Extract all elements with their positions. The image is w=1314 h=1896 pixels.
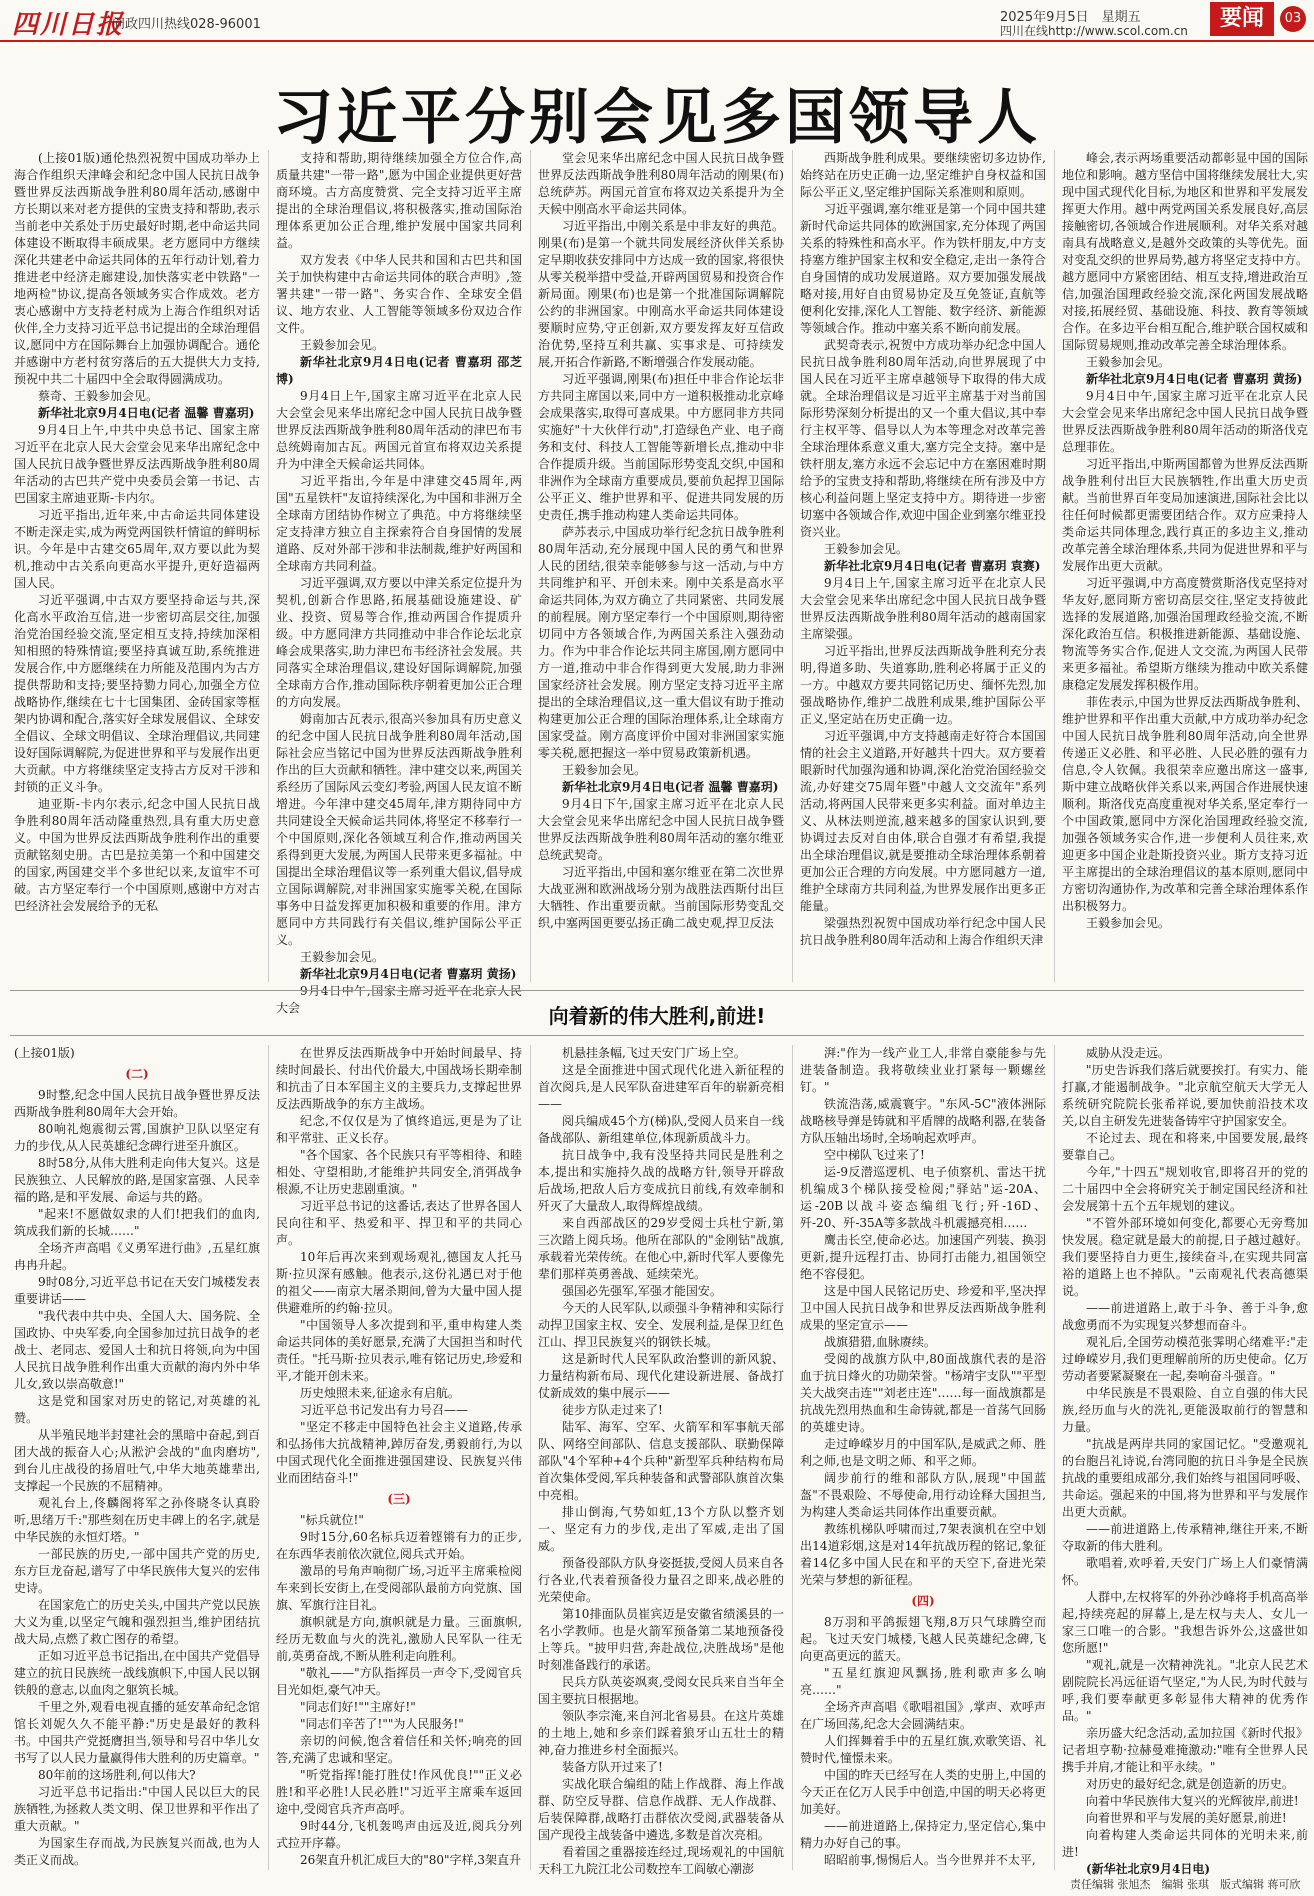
paragraph: 9月4日中午,国家主席习近平在北京人民大会 — [276, 984, 522, 1015]
paragraph: 9时15分,60名标兵迈着铿锵有力的正步,在东西华表前依次就位,阅兵式开始。 — [276, 1530, 522, 1561]
dateline: (新华社北京9月4日电) — [1086, 1862, 1211, 1876]
paragraph: 对历史的最好纪念,就是创造新的历史。 — [1086, 1777, 1294, 1791]
paragraph: 强国必先强军,军强才能国安。 — [562, 1284, 722, 1298]
paragraph: 亲切的问候,饱含着信任和关怀;响亮的回答,充满了忠诚和坚定。 — [276, 1734, 522, 1765]
article-column — [538, 1045, 784, 1876]
section-number: (三) — [387, 1492, 411, 1506]
article-column — [14, 150, 260, 982]
paragraph: 习近平总书记指出:"中国人民以巨大的民族牺牲,为拯救人类文明、保卫世界和平作出了重大贡献。" — [14, 1785, 260, 1833]
paragraph: 王毅参加会见。 — [1086, 916, 1171, 930]
section-badge: 要闻 — [1210, 2, 1274, 36]
paragraph: 这是党和国家对历史的铭记,对英雄的礼赞。 — [14, 1394, 260, 1425]
paragraph: 姆南加古瓦表示,很高兴参加具有历史意义的纪念中国人民抗日战争胜利80周年活动,国际社会应当铭记中国为世界反法西斯战争胜利作出的巨大贡献和牺牲。津中建交以来,两国关系经历了国际风云变幻考验,两国人民友谊不断增进。今年津中建交45周年,津方期待同中方共同建设全天候命运共同体,将坚定不移奉行一个中国原则,深化各领域互利合作,推动两国关系得到更大发展,为两国人民带来更多福祉。中国提出全球治理倡议等一系列重大倡议,倡导成立国际调解院,对非洲国家实施零关税,在国际事务中日益发挥更加积极和重要的作用。津方愿同中方共同践行有关倡议,维护国际公平正义。 — [276, 712, 522, 947]
article-column — [800, 1045, 1046, 1870]
paragraph: 习近平强调,中方高度赞赏斯洛伐克坚持对华友好,愿同斯方密切高层交往,坚定支持彼此选择的发展道路,加强治国理政经验交流,不断深化政治互信。积极推进新能源、基础设施、物流等务实合作,促进人文交流,为两国人民带来更多福祉。希望斯方继续为推动中欧关系健康稳定发展发挥积极作用。 — [1062, 576, 1308, 692]
paragraph: "同志们辛苦了!""为人民服务!" — [300, 1717, 464, 1731]
column-rule — [530, 150, 531, 982]
paragraph: 旗帜就是方向,旗帜就是力量。三面旗帜,经历无数血与火的洗礼,激励人民军队一往无前,英勇奋战,不断从胜利走向胜利。 — [276, 1615, 522, 1663]
paragraph: "历史告诉我们落后就要挨打。有实力、能打赢,才能遏制战争。"北京航空航天大学无人系统研究院院长张希祥说,要加快前沿技术攻关,以自主研发先进装备铸牢守护国家安全。 — [1062, 1063, 1308, 1128]
paragraph: 全场齐声高唱《歌唱祖国》,掌声、欢呼声在广场回荡,纪念大会圆满结束。 — [800, 1700, 1046, 1731]
paragraph: 人们挥舞着手中的五星红旗,欢歌笑语、礼赞时代,憧憬未来。 — [800, 1734, 1046, 1765]
paragraph: 抗日战争中,我有没坚持共同民是胜利之本,提出和实施持久战的战略方针,领导开辟敌后战场,把敌人后方变成抗日前线,有效牵制和歼灭了大量敌人,取得辉煌战绩。 — [538, 1148, 784, 1213]
paragraph: 习近平指出,世界反法西斯战争胜利充分表明,得道多助、失道寡助,胜利必将属于正义的一方。中越双方要共同铭记历史、缅怀先烈,加强战略协作,维护二战胜利成果,维护国际公平正义,坚定站在历史正确一边。 — [800, 644, 1046, 726]
paragraph: 歌唱着,欢呼着,天安门广场上人们豪情满怀。 — [1062, 1556, 1308, 1587]
paragraph: 千里之外,观看电视直播的延安革命纪念馆馆长刘妮久久不能平静:"历史是最好的教科书。中国共产党挺膺担当,领导和号召中华儿女书写了以人民力量赢得伟大胜利的历史篇章。" — [14, 1700, 260, 1765]
section-divider — [10, 990, 1304, 991]
paragraph: 王毅参加会见。 — [300, 338, 385, 352]
paragraph: 这是全面推进中国式现代化进入新征程的首次阅兵,是人民军队奋进建军百年的崭新亮相—— — [538, 1063, 784, 1111]
column-rule — [268, 150, 269, 982]
paragraph: 威胁从没走远。 — [1086, 1046, 1171, 1060]
paragraph: 萨苏表示,中国成功举行纪念抗日战争胜利80周年活动,充分展现中国人民的勇气和世界人民的团结,很荣幸能够参与这一活动,与中方共同维护和平、开创未来。刚中关系是高水平命运共同体,为双方确立了共同紧密、共同发展的前程展。刚方坚定奉行一个中国原则,期待密切同中方各领域合作,为两国关系注入强劲动力。作为中非合作论坛共同主席国,刚方愿同中方一道,推动中非合作得到更大发展,助力非洲国家经济社会发展。刚方坚定支持习近平主席提出的全球治理倡议,这一重大倡议有助于推动构建更加公正合理的国际治理体系,让全球南方国家受益。刚方高度评价中国对非洲国家实施零关税,愿把握这一举中贸易政策新机遇。 — [538, 525, 784, 760]
page-number: 03 — [1280, 6, 1306, 32]
paragraph: 蔡奇、王毅参加会见。 — [38, 389, 159, 403]
page-headline: 习近平分别会见多国领导人 — [273, 83, 1041, 153]
paragraph: (上接01版) — [14, 1046, 75, 1060]
paragraph: 领队李宗淹,来自河北省易县。在这片英雄的土地上,她和乡亲们踩着狼牙山五壮士的精神,奋力推进乡村全面振兴。 — [538, 1709, 784, 1757]
paragraph: 习近平指出,中斯两国都曾为世界反法西斯战争胜利付出巨大民族牺牲,作出重大历史贡献。当前世界百年变局加速演进,国际社会比以往任何时候都更需要团结合作。双方应秉持人类命运共同体理念,践行真正的多边主义,推动改革完善全球治理体系,共同为促进世界和平与发展作出更大贡献。 — [1062, 457, 1308, 573]
paragraph: 今年,"十四五"规划收官,即将召开的党的二十届四中全会将研究关于制定国民经济和社会发展第十五个五年规划的建议。 — [1062, 1165, 1308, 1213]
paragraph: 正如习近平总书记指出,在中国共产党倡导建立的抗日民族统一战线旗帜下,中国人民以钢铁般的意志,以血肉之躯筑长城。 — [14, 1649, 260, 1697]
paragraph: 纪念,不仅仅是为了慎终追远,更是为了让和平常驻、正义长存。 — [276, 1114, 522, 1145]
dateline: 新华社北京9月4日电(记者 曹嘉玥 邵芝博) — [276, 355, 522, 386]
paragraph: 预备役部队方队身姿挺拔,受阅人员来自各行各业,代表着预备役力量召之即来,战必胜的光荣使命。 — [538, 1556, 784, 1604]
paragraph: 习近平总书记的这番话,表达了世界各国人民向往和平、热爱和平、捍卫和平的共同心声。 — [276, 1199, 522, 1247]
paragraph: "同志们好!""主席好!" — [300, 1700, 416, 1714]
paragraph: 8时58分,从伟大胜利走向伟大复兴。这是民族独立、人民解放的路,是国家富强、人民幸福的路,是和平发展、命运与共的路。 — [14, 1156, 260, 1204]
section-number: (二) — [125, 1067, 149, 1081]
article-column — [800, 150, 1046, 982]
paragraph: 运-9反潜巡逻机、电子侦察机、雷达干扰机编成3个梯队接受检阅;"驿站"运-20A、运-20B以战斗姿态编组飞行;歼-16D、歼-20、歼-35A等多款战斗机震撼亮相…… — [800, 1165, 1046, 1230]
paragraph: 西斯战争胜利成果。要继续密切多边协作,始终站在历史正确一边,坚定维护自身权益和国际公平正义,坚定维护国际关系准则和原则。 — [800, 151, 1046, 199]
paragraph: 在国家危亡的历史关头,中国共产党以民族大义为重,以坚定气魄和强烈担当,维护团结抗战大局,点燃了救亡图存的希望。 — [14, 1598, 260, 1646]
paragraph: 向着世界和平与发展的美好愿景,前进! — [1086, 1811, 1287, 1825]
paragraph: 习近平强调,中古双方要坚持命运与共,深化高水平政治互信,进一步密切高层交往,加强治党治国经验交流,坚定相互支持,持续加深相知相照的特殊情谊;要坚持真诚互助,系统推进发展合作,中方愿继续在力所能及范围内为古方提供帮助和支持;要坚持勠力同心,加强全方位战略协作,继续在七十七国集团、金砖国家等框架内协调和配合,落实好全球发展倡议、全球安全倡议、全球文明倡议、全球治理倡议,共同建设好国际调解院,为促进世界和平与发展作出更大贡献。中方将继续坚定支持古方反对干涉和封锁的正义斗争。 — [14, 593, 260, 794]
paragraph: ——前进道路上,保持定力,坚定信心,集中精力办好自己的事。 — [800, 1819, 1046, 1850]
paragraph: "敬礼——"方队指挥员一声令下,受阅官兵目光如炬,豪气冲天。 — [276, 1666, 522, 1697]
paragraph: 9时整,纪念中国人民抗日战争暨世界反法西斯战争胜利80周年大会开始。 — [14, 1088, 260, 1119]
paragraph: 王毅参加会见。 — [824, 542, 909, 556]
paragraph: 铁流浩荡,威震寰宇。"东风-5C"液体洲际战略核导弹是铸就和平盾牌的战略利器,在装备方队压轴出场时,全场响起欢呼声。 — [800, 1097, 1046, 1145]
paragraph: 激昂的号角声响彻广场,习近平主席乘检阅车来到长安街上,在受阅部队最前方向党旗、国旗、军旗行注目礼。 — [276, 1564, 522, 1612]
paragraph: 80年前的这场胜利,何以伟大? — [38, 1768, 196, 1782]
paragraph: 湃:"作为一线产业工人,非常自豪能参与先进装备制造。我将敬续业业打紧每一颗螺丝钉。" — [800, 1046, 1046, 1094]
paragraph: 9月4日下午,国家主席习近平在北京人民大会堂会见来华出席纪念中国人民抗日战争暨世界反法西斯战争胜利80周年活动的塞尔维亚总统武契奇。 — [538, 797, 784, 862]
paragraph: 9月4日上午,国家主席习近平在北京人民大会堂会见来华出席纪念中国人民抗日战争暨世界反法西斯战争胜利80周年活动的津巴布韦总统姆南加古瓦。两国元首宣布将双边关系提升为中津全天候命运共同体。 — [276, 389, 522, 471]
paragraph: 习近平总书记发出有力号召—— — [300, 1403, 469, 1417]
paragraph: 陆军、海军、空军、火箭军和军事航天部队、网络空间部队、信息支援部队、联勤保障部队"4个军种+4个兵种"新型军兵种结构布局首次集体受阅,军兵种装备和武警部队旗首次集中亮相。 — [538, 1420, 784, 1502]
paragraph: 9月4日上午,中共中央总书记、国家主席习近平在北京人民大会堂会见来华出席纪念中国人民抗日战争暨世界反法西斯战争胜利80周年活动的古巴共产党中央委员会第一书记、古巴国家主席迪亚斯-卡内尔。 — [14, 423, 260, 505]
paragraph: 这是新时代人民军队政治整训的新风貌、力量结构新布局、现代化建设新进展、备战打仗新成效的集中展示—— — [538, 1352, 784, 1400]
paragraph: 习近平强调,双方要以中津关系定位提升为契机,创新合作思路,拓展基础设施建设、矿业、投资、贸易等合作,推动两国合作提质升级。中方愿同津方共同推动中非合作论坛北京峰会成果落实,助力津巴布韦经济社会发展。共同落实全球治理倡议,建设好国际调解院,加强全球南方合作,推动国际秩序朝着更加公正合理的方向发展。 — [276, 576, 522, 709]
paragraph: "中国领导人多次提到和平,重申构建人类命运共同体的美好愿景,充满了大国担当和时代责任。"托马斯·拉贝表示,唯有铭记历史,珍爱和平,才能开创未来。 — [276, 1318, 522, 1383]
paragraph: 看着国之重器接连经过,现场观礼的中国航天科工九院江北公司数控车工阎敏心潮澎 — [538, 1845, 784, 1876]
site-url: 四川在线http://www.scol.com.cn — [1000, 24, 1188, 38]
masthead — [0, 0, 1314, 42]
paragraph: 阔步前行的维和部队方队,展现"中国蓝盔"不畏艰险、不辱使命,用行动诠释大国担当,为构建人类命运共同体作出重要贡献。 — [800, 1471, 1046, 1519]
paragraph: 一部民族的历史,一部中国共产党的历史,东方巨龙奋起,谱写了中华民族伟大复兴的宏伟史诗。 — [14, 1547, 260, 1595]
paragraph: 全场齐声高唱《义勇军进行曲》,五星红旗冉冉升起。 — [14, 1241, 260, 1272]
paragraph: "我代表中共中央、全国人大、国务院、全国政协、中央军委,向全国参加过抗日战争的老战士、老同志、爱国人士和抗日将领,向为中国人民抗日战争胜利作出重大贡献的海内外中华儿女,致以崇高敬意!" — [14, 1309, 260, 1391]
paragraph: 向着构建人类命运共同体的光明未来,前进! — [1062, 1828, 1308, 1859]
paragraph: 来自西部战区的29岁受阅士兵杜宁新,第三次踏上阅兵场。他所在部队的"金刚钻"战旗,承载着光荣传统。在他心中,新时代军人要像先辈们那样英勇善战、延续荣光。 — [538, 1216, 784, 1281]
paragraph: "不管外部环境如何变化,都要心无旁骛加快发展。稳定就是最大的前提,日子越过越好。我们要坚持自力更生,接续奋斗,在实现共同富裕的道路上也不掉队。"云南观礼代表高德渠说。 — [1062, 1216, 1308, 1298]
paragraph: 不论过去、现在和将来,中国要发展,最终要靠自己。 — [1062, 1131, 1308, 1162]
article-column — [538, 150, 784, 982]
sub-headline: 向着新的伟大胜利,前进! — [548, 1004, 766, 1028]
paragraph: 鹰击长空,使命必达。加速国产列装、换羽更新,提升远程打击、协同打击能力,祖国领空绝不容侵犯。 — [800, 1233, 1046, 1281]
paragraph: 观礼台上,佟麟阁将军之孙佟晓冬认真聆听,思绪万千:"那些刻在历史丰碑上的名字,就是中华民族的永恒灯塔。" — [14, 1496, 260, 1544]
paragraph: 习近平强调,刚果(布)担任中非合作论坛非方共同主席国以来,同中方一道积极推动北京峰会成果落实,取得可喜成果。中方愿同非方共同实施好"十大伙伴行动",打造绿色产业、电子商务和支付、科技人工智能等新增长点,推动中非合作提质升级。当前国际形势变乱交织,中国和非洲作为全球南方重要成员,要前负起捍卫国际公平正义、维护世界和平、促进共同发展的历史责任,携手推动构建人类命运共同体。 — [538, 372, 784, 522]
paragraph: 习近平指出,中国和塞尔维亚在第二次世界大战亚洲和欧洲战场分别为战胜法西斯付出巨大牺牲、作出重要贡献。当前国际形势变乱交织,中塞两国更要弘扬正确二战史观,捍卫反法 — [538, 865, 784, 930]
dateline: 新华社北京9月4日电(记者 温馨 曹嘉玥) — [562, 780, 779, 794]
paragraph: 教练机梯队呼啸而过,7架表演机在空中划出14道彩烟,这是对14年抗战历程的铭记,象征着14亿多中国人民在和平的天空下,奋进光荣光荣与梦想的新征程。 — [800, 1522, 1046, 1587]
section-number: (四) — [911, 1594, 935, 1608]
paragraph: 王毅参加会见。 — [300, 950, 385, 964]
paragraph: 阅兵编成45个方(梯)队,受阅人员来自一线备战部队、新组建单位,体现新质战斗力。 — [538, 1114, 784, 1145]
paragraph: 26架直升机汇成巨大的"80"字样,3架直升 — [300, 1853, 522, 1867]
paragraph: 梁强热烈祝贺中国成功举行纪念中国人民抗日战争胜利80周年活动和上海合作组织天津 — [800, 916, 1046, 947]
editor-credits: 责任编辑 张旭杰 编辑 张琪 版式编辑 蒋可欣 — [1070, 1878, 1301, 1891]
paragraph: "坚定不移走中国特色社会主义道路,传承和弘扬伟大抗战精神,踔厉奋发,勇毅前行,为以中国式现代化全面推进强国建设、民族复兴伟业而团结奋斗!" — [276, 1420, 522, 1485]
paragraph: ——前进道路上,传承精神,继往开来,不断夺取新的伟大胜利。 — [1062, 1522, 1308, 1553]
article-column — [276, 150, 522, 1015]
paragraph: 昭昭前事,惕惕后人。当今世界并不太平, — [824, 1853, 1036, 1867]
paragraph: 武契奇表示,祝贺中方成功举办纪念中国人民抗日战争胜利80周年活动,向世界展现了中国人民在习近平主席卓越领导下取得的伟大成就。全球治理倡议是习近平主席基于对当前国际形势深刻分析提出的又一个重大倡议,其中奉行主权平等、倡导以人为本等理念对改革完善全球治理体系意义重大,塞方完全支持。塞中是铁杆朋友,塞方永远不会忘记中方在塞困难时期给予的宝贵支持和帮助,将继续在所有涉及中方核心利益问题上坚定支持中方。期待进一步密切塞中各领域合作,欢迎中国企业到塞尔维亚投资兴业。 — [800, 338, 1046, 539]
paragraph: 习近平强调,塞尔维亚是第一个同中国共建新时代命运共同体的欧洲国家,充分体现了两国关系的特殊性和高水平。作为铁杆朋友,中方支持塞方维护国家主权和安全稳定,走出一条符合自身国情的成功发展道路。双方要加强发展战略对接,用好自由贸易协定及互免签证,直航等便利化安排,深化人工智能、数字经济、新能源等领域合作。推动中塞关系不断向前发展。 — [800, 202, 1046, 335]
section-divider — [10, 1035, 1304, 1036]
article-column — [1062, 150, 1308, 982]
dateline: 新华社北京9月4日电(记者 曹嘉玥 袁赛) — [824, 559, 1041, 573]
paragraph: 亲历盛大纪念活动,孟加拉国《新时代报》记者坦亨勒·拉赫曼难掩激动:"唯有全世界人民携手并肩,才能让和平永续。" — [1062, 1726, 1308, 1774]
paragraph: 9时44分,飞机轰鸣声由远及近,阅兵分列式拉开序幕。 — [276, 1819, 522, 1850]
paragraph: 第10排面队员崔宾迈是安徽省绩溪县的一名小学教师。也是火箭军预备第二某地预备役上等兵。"披甲归营,奔赴战位,决胜战场"是他时刻准备践行的承诺。 — [538, 1607, 784, 1672]
paragraph: 机悬挂条幅,飞过天安门广场上空。 — [562, 1046, 746, 1060]
article-column — [276, 1045, 522, 1870]
paragraph: 从半殖民地半封建社会的黑暗中奋起,到百团大战的振奋人心;从淞沪会战的"血肉磨坊",到台儿庄战役的扬眉吐气,中华大地英雄辈出,支撑起一个民族的不屈精神。 — [14, 1428, 260, 1493]
column-rule — [792, 1045, 793, 1870]
paragraph: 10年后再次来到观场观礼,德国友人托马斯·拉贝深有感触。他表示,这份礼遇已对于他的祖父——南京大屠杀期间,曾为大量中国人提供避难所的约翰·拉贝。 — [276, 1250, 522, 1315]
column-rule — [792, 150, 793, 982]
paragraph: 这是中国人民铭记历史、珍爱和平,坚决捍卫中国人民抗日战争和世界反法西斯战争胜利成果的坚定宣示—— — [800, 1284, 1046, 1332]
paragraph: 为国家生存而战,为民族复兴而战,也为人类正义而战。 — [14, 1836, 260, 1867]
paragraph: 堂会见来华出席纪念中国人民抗日战争暨世界反法西斯战争胜利80周年活动的刚果(布)总统萨苏。两国元首宣布将双边关系提升为全天候中刚高水平命运共同体。 — [538, 151, 784, 216]
paragraph: 向着中华民族伟大复兴的光辉彼岸,前进! — [1086, 1794, 1299, 1808]
paragraph: 8万羽和平鸽振翅飞翔,8万只气球腾空而起。飞过天安门城楼,飞越人民英雄纪念碑,飞向更高更远的蓝天。 — [800, 1615, 1046, 1663]
paragraph: 习近平指出,今年是中津建交45周年,两国"五星铁杆"友谊持续深化,为中国和非洲万全全球南方团结协作树立了典范。中方将继续坚定支持津方独立自主探索符合自身国情的发展道路、反对外部干涉和非法制裁,维护好两国和全球南方共同利益。 — [276, 474, 522, 573]
paragraph: "各个国家、各个民族只有平等相待、和睦相处、守望相助,才能维护共同安全,消弭战争根源,不让历史悲剧重演。" — [276, 1148, 522, 1196]
paragraph: 菲佐表示,中国为世界反法西斯战争胜利、维护世界和平作出重大贡献,中方成功举办纪念中国人民抗日战争胜利80周年活动,向全世界传递正义必胜、和平必胜、人民必胜的强有力信息,令人钦佩。我很荣幸应邀出席这一盛事,斯中建立战略伙伴关系以来,两国合作进展快速顺利。斯洛伐克高度重视对华关系,坚定奉行一个中国政策,愿同中方深化治国理政经验交流,加强各领域务实合作,进一步便利人员往来,欢迎更多中国企业赴斯投资兴业。斯方支持习近平主席提出的全球治理倡议的基本原则,愿同中方密切沟通协作,为改革和完善全球治理体系作出积极努力。 — [1062, 695, 1308, 913]
paragraph: "听党指挥!能打胜仗!作风优良!""正义必胜!和平必胜!人民必胜!"习近平主席乘车返回途中,受阅官兵齐声高呼。 — [276, 1768, 522, 1816]
paragraph: 中华民族是不畏艰险、自立自强的伟大民族,经历血与火的洗礼,更能汲取前行的智慧和力量。 — [1062, 1386, 1308, 1434]
paragraph: 观礼后,全国劳动模范张霁明心绪难平:"走过峥嵘岁月,我们更理解前所的历史使命。亿万劳动者要紧凝聚在一起,奏响奋斗强音。" — [1062, 1335, 1308, 1383]
column-rule — [1054, 1045, 1055, 1870]
paragraph: 空中梯队飞过来了! — [824, 1148, 925, 1162]
paragraph: "抗战是两岸共同的家国记忆。"受邀观礼的台胞吕礼诗说,台湾同胞的抗日斗争是全民族抗战的重要组成部分,我们始终与祖国同呼吸、共命运。强起来的中国,将为世界和平与发展作出更大贡献。 — [1062, 1437, 1308, 1519]
paragraph: 排山倒海,气势如虹,13个方队以整齐划一、坚定有力的步伐,走出了军威,走出了国威。 — [538, 1505, 784, 1553]
hotline-text: 问政四川热线028-96001 — [112, 17, 261, 32]
issue-date: 2025年9月5日 星期五 — [1000, 10, 1141, 25]
dateline: 新华社北京9月4日电(记者 温馨 曹嘉玥) — [38, 406, 255, 420]
paragraph: 习近平指出,近年来,中古命运共同体建设不断走深走实,成为两党两国铁杆情谊的鲜明标识。今年是中古建交65周年,双方要以此为契机,推动中古关系向更高水平提升,更好造福两国人民。 — [14, 508, 260, 590]
paragraph: 今天的人民军队,以顽强斗争精神和实际行动捍卫国家主权、安全、发展利益,是保卫红色江山、捍卫民族复兴的钢铁长城。 — [538, 1301, 784, 1349]
paragraph: 双方发表《中华人民共和国和古巴共和国关于加快构建中古命运共同体的联合声明》,签署共建"一带一路"、务实合作、全球安全倡议、地方农业、人工智能等领域多份双边合作文件。 — [276, 253, 522, 335]
paragraph: 习近平指出,中刚关系是中非友好的典范。刚果(布)是第一个就共同发展经济伙伴关系协定早期收获安排同中方达成一致的国家,将很快从零关税举措中受益,开辟两国贸易和投资合作新局面。刚果(布)也是第一个批准国际调解院公约的非洲国家。中刚高水平命运共同体建设要顺时应势,守正创新,双方要发挥友好互信政治优势,坚持互利共赢、实事求是、可持续发展,开拓合作新路,不断增强合作发展动能。 — [538, 219, 784, 369]
paragraph: 支持和帮助,期待继续加强全方位合作,高质量共建"一带一路",愿为中国企业提供更好营商环境。古方高度赞赏、完全支持习近平主席提出的全球治理倡议,将积极落实,推动国际治理体系更加公正合理,维护发展中国家共同利益。 — [276, 151, 522, 250]
paragraph: 在世界反法西斯战争中开始时间最早、持续时间最长、付出代价最大,中国战场长期牵制和抗击了日本军国主义的主要兵力,支撑起世界反法西斯战争的东方主战场。 — [276, 1046, 522, 1111]
dateline: 新华社北京9月4日电(记者 曹嘉玥 黄扬) — [300, 967, 517, 981]
paragraph: 徒步方队走过来了! — [562, 1403, 663, 1417]
paragraph: "观礼,就是一次精神洗礼。"北京人民艺术剧院院长冯远征语气坚定,"为人民,为时代鼓与呼,我们要奉献更多彰显伟大精神的优秀作品。" — [1062, 1658, 1308, 1723]
paragraph: "标兵就位!" — [300, 1513, 364, 1527]
paragraph: 80响礼炮震彻云霄,国旗护卫队以坚定有力的步伐,从人民英雄纪念碑行进至升旗区。 — [14, 1122, 260, 1153]
paragraph: 受阅的战旗方队中,80面战旗代表的是浴血于抗日烽火的功勋荣誉。"杨靖宇支队""平型关大战突击连""刘老庄连"……每一面战旗都是抗战先烈用热血和生命铸就,都是一首荡气回肠的英雄史诗。 — [800, 1352, 1046, 1434]
paragraph: 9时08分,习近平总书记在天安门城楼发表重要讲话—— — [14, 1275, 260, 1306]
paragraph: 王毅参加会见。 — [562, 763, 647, 777]
column-rule — [268, 1045, 269, 1870]
paragraph: 峰会,表示两场重要活动都彰显中国的国际地位和影响。越方坚信中国将继续发展壮大,实现中国式现代化目标,为地区和世界和平发展发挥更大作用。越中两党两国关系发展良好,高层接触密切,各领域合作进展顺利。对华关系对越南具有战略意义,是越外交政策的头等优先。面对变乱交织的世界局势,越方将坚定支持中方。越方愿同中方紧密团结、相互支持,增进政治互信,加强治国理政经验交流,深化两国发展战略对接,拓展经贸、基础设施、科技、教育等领域合作。在多边平台相互配合,维护联合国权威和国际贸易规则,推动改革完善全球治理体系。 — [1062, 151, 1308, 352]
column-rule — [530, 1045, 531, 1870]
paragraph: ——前进道路上,敢于斗争、善于斗争,愈战愈勇而不为实现复兴梦想而奋斗。 — [1062, 1301, 1308, 1332]
paragraph: "起来!不愿做奴隶的人们!把我们的血肉,筑成我们新的长城……" — [14, 1207, 260, 1238]
paragraph: 9月4日中午,国家主席习近平在北京人民大会堂会见来华出席纪念中国人民抗日战争暨世界反法西斯战争胜利80周年活动的斯洛伐克总理菲佐。 — [1062, 389, 1308, 454]
paragraph: (上接01版)通伦热烈祝贺中国成功举办上海合作组织天津峰会和纪念中国人民抗日战争暨世界反法西斯战争胜利80周年活动,感谢中方长期以来对老方提供的宝贵支持和帮助,表示当前老中关系处于历史最好时期,老中命运共同体建设不断取得丰硕成果。老方愿同中方继续深化共建老中命运共同体的五年行动计划,着力推进老中经济走廊建设,加快落实老中铁路"一地两检"协议,提高各领域务实合作成效。老方衷心感谢中方支持老村成为上海合作组织对话伙伴,全力支持习近平总书记提出的全球治理倡议,愿同中方在国际舞台上加强协调配合。通伦并感谢中方老村贫穷落后的五大提供大力支持,预祝中共二十届四中全会取得圆满成功。 — [14, 151, 260, 386]
paragraph: 中国的昨天已经写在人类的史册上,中国的今天正在亿万人民手中创造,中国的明天必将更加美好。 — [800, 1768, 1046, 1816]
paragraph: 迪亚斯-卡内尔表示,纪念中国人民抗日战争胜利80周年活动隆重热烈,具有重大历史意义。中国为世界反法西斯战争胜利作出的重要贡献铭刻史册。古巴是拉美第一个和中国建交的国家,两国建交半个多世纪以来,友谊牢不可破。古方坚定奉行一个中国原则,感谢中方对古巴经济社会发展给予的无私 — [14, 797, 260, 913]
paragraph: 战旗猎猎,血脉赓续。 — [824, 1335, 936, 1349]
column-rule — [1054, 150, 1055, 982]
paragraph: 习近平强调,中方支持越南走好符合本国国情的社会主义道路,开好越共十四大。双方要着眼新时代加强沟通和协调,深化治党治国经验交流,办好建交75周年暨"中越人文交流年"系列活动,将两国人民带来更多实利益。面对单边主义、从林法则逆流,越来越多的国家认识到,要协调过去反对自由体,联合自强才有希望,我提出全球治理倡议,就是要推动全球治理体系朝着更加公正合理的方向发展。中方愿同越方一道,维护全球南方共同利益,为世界发展作出更多正能量。 — [800, 729, 1046, 913]
article-column — [1062, 1045, 1308, 1876]
paragraph: 走过峥嵘岁月的中国军队,是威武之师、胜利之师,也是文明之师、和平之师。 — [800, 1437, 1046, 1468]
dateline: 新华社北京9月4日电(记者 曹嘉玥 黄扬) — [1086, 372, 1303, 386]
paragraph: 实战化联合编组的陆上作战群、海上作战群、防空反导群、信息作战群、无人作战群、后装保障群,战略打击群依次受阅,武器装备从国产现役主战装备中遴选,多数是首次亮相。 — [538, 1777, 784, 1842]
paragraph: 历史烛照未来,征途永有启航。 — [300, 1386, 460, 1400]
paragraph: 装备方队开过来了! — [562, 1760, 663, 1774]
paragraph: "五星红旗迎风飘扬,胜利歌声多么响亮……" — [800, 1666, 1046, 1697]
article-column — [14, 1045, 260, 1870]
paragraph: 人群中,左权将军的外孙沙峰将手机高高举起,持续亮起的屏幕上,是左权与夫人、女儿一家三口唯一的合影。"我想告诉外公,这盛世如您所愿!" — [1062, 1590, 1308, 1655]
paragraph: 王毅参加会见。 — [1086, 355, 1171, 369]
paragraph: 民兵方队英姿飒爽,受阅女民兵来自当年全国主要抗日根据地。 — [538, 1675, 784, 1706]
paragraph: 9月4日上午,国家主席习近平在北京人民大会堂会见来华出席纪念中国人民抗日战争暨世界反法西斯战争胜利80周年活动的越南国家主席梁强。 — [800, 576, 1046, 641]
newspaper-logo: 四川日报 — [12, 10, 125, 40]
